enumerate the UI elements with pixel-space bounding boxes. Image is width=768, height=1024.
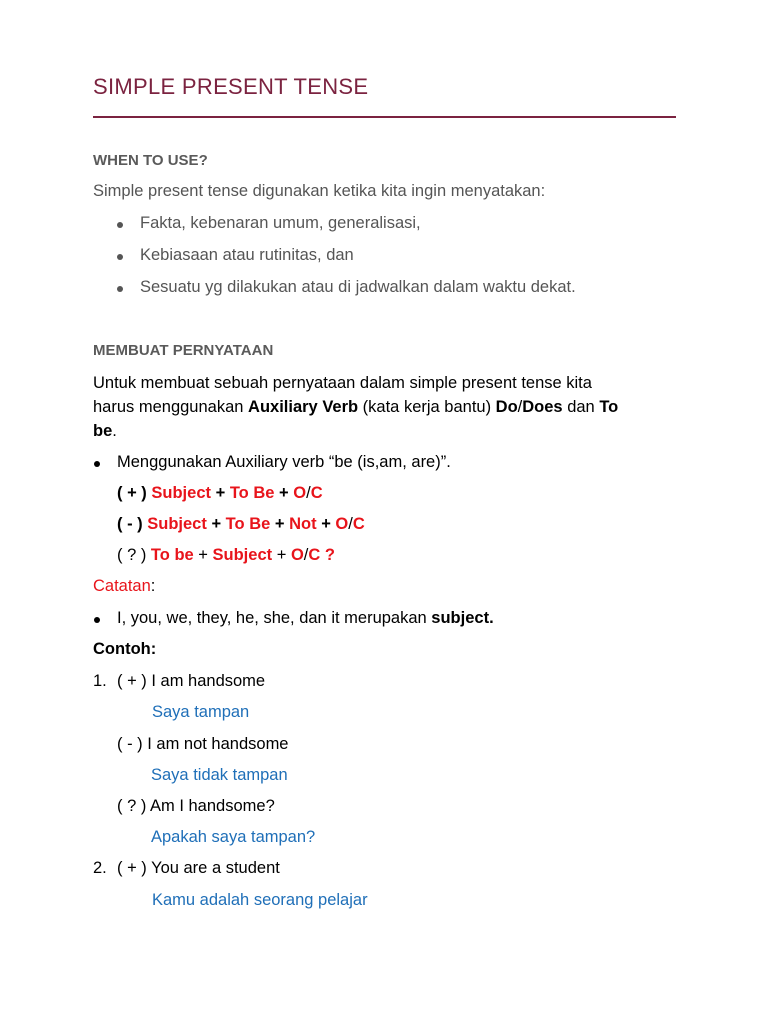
para-line-3: be.: [93, 422, 117, 440]
formula-negative: ( - ) Subject + To Be + Not + O/C: [117, 515, 365, 533]
formula-question: ( ? ) To be + Subject + O/C ?: [117, 546, 335, 564]
example-number: 1.: [93, 672, 107, 690]
para-line-2: harus menggunakan Auxiliary Verb (kata kerja bantu) Do/Does dan To: [93, 398, 619, 416]
bullet-icon: [94, 461, 100, 467]
example-sentence: ( ? ) Am I handsome?: [117, 797, 275, 815]
auxiliary-bullet: Menggunakan Auxiliary verb “be (is,am, are)”.: [117, 453, 451, 471]
when-to-use-heading: WHEN TO USE?: [93, 152, 208, 169]
example-translation: Kamu adalah seorang pelajar: [152, 891, 368, 909]
when-item-1: Fakta, kebenaran umum, generalisasi,: [140, 214, 421, 232]
bullet-icon: [117, 254, 123, 260]
page-title: SIMPLE PRESENT TENSE: [93, 74, 369, 99]
when-item-2: Kebiasaan atau rutinitas, dan: [140, 246, 354, 264]
catatan-label: Catatan:: [93, 577, 156, 595]
example-number: 2.: [93, 859, 107, 877]
membuat-heading: MEMBUAT PERNYATAAN: [93, 342, 274, 359]
example-sentence: ( + ) You are a student: [117, 859, 280, 877]
when-item-3: Sesuatu yg dilakukan atau di jadwalkan dalam waktu dekat.: [140, 278, 576, 296]
example-translation: Saya tampan: [152, 703, 250, 721]
example-sentence: ( + ) I am handsome: [117, 672, 266, 690]
when-to-use-intro: Simple present tense digunakan ketika kita ingin menyatakan:: [93, 182, 546, 200]
aux-verb-term: Auxiliary Verb: [248, 398, 359, 416]
bullet-icon: [94, 617, 100, 623]
membuat-paragraph: [93, 371, 668, 443]
example-translation: Saya tidak tampan: [151, 766, 288, 784]
title-divider: [93, 116, 676, 118]
bullet-icon: [117, 222, 123, 228]
subject-note: I, you, we, they, he, she, dan it merupakan subject.: [117, 609, 494, 627]
formula-positive: ( + ) Subject + To Be + O/C: [117, 484, 323, 502]
example-translation: Apakah saya tampan?: [151, 828, 316, 846]
para-line-1: Untuk membuat sebuah pernyataan dalam simple present tense kita: [93, 374, 592, 392]
contoh-heading: Contoh:: [93, 640, 157, 658]
bullet-icon: [117, 286, 123, 292]
example-sentence: ( - ) I am not handsome: [117, 735, 289, 753]
